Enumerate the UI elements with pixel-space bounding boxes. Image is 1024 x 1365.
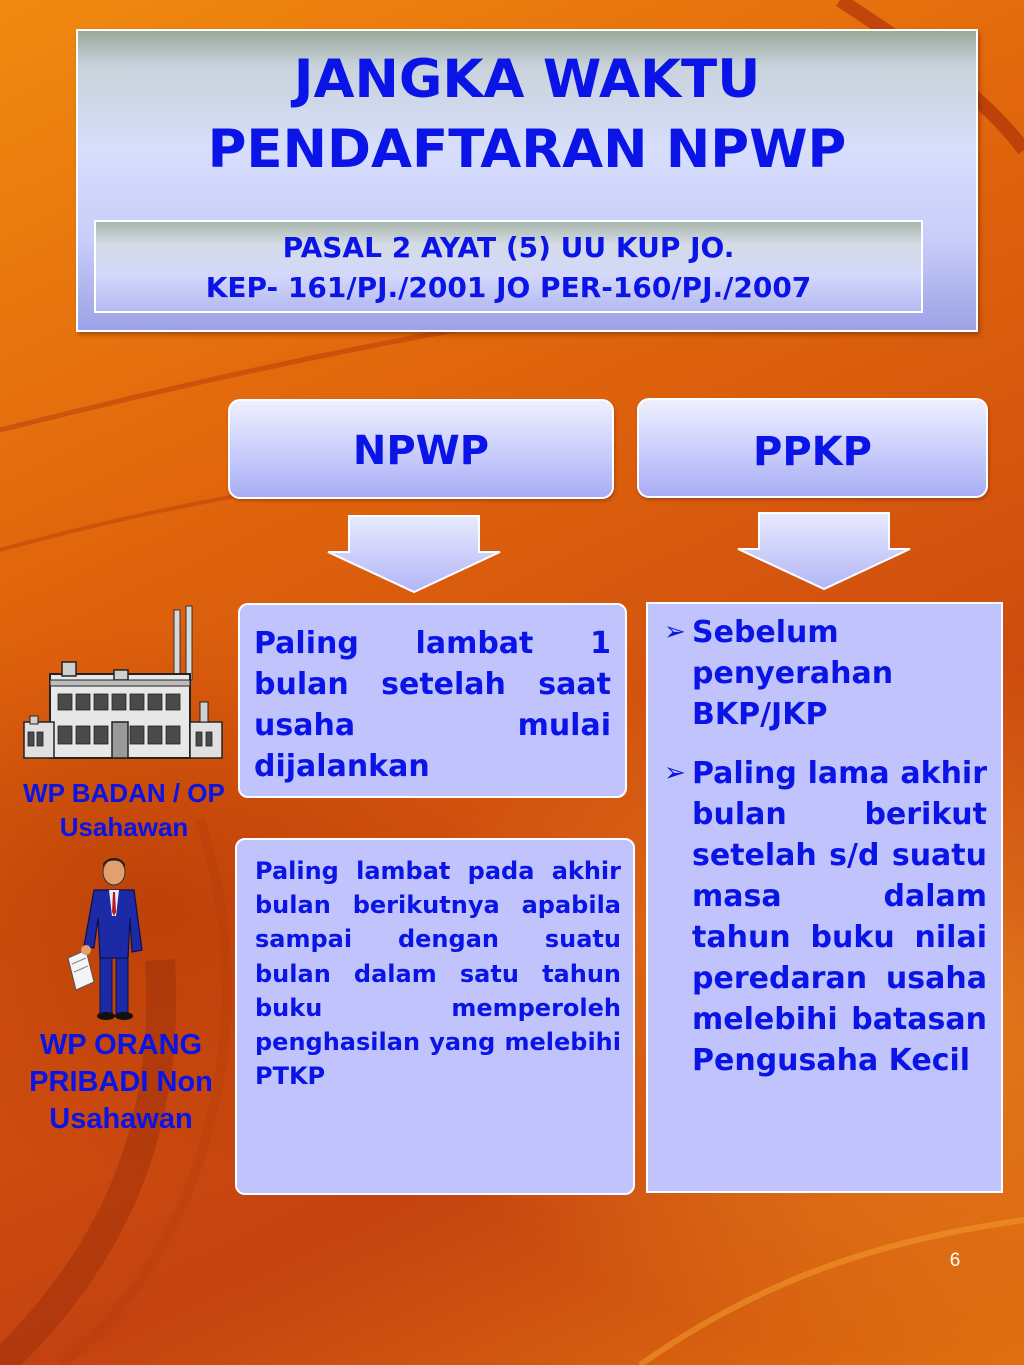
arrow-bullet-icon: ➢ [664,758,686,788]
ppkp-header: PPKP [637,398,988,498]
ppkp-deadline-box [646,602,1003,1193]
npwp-pribadi-deadline-text: Paling lambat pada akhir bulan berikutnya apabila sampai dengan suatu bulan dalam satu tahun buku memperoleh penghasilan yang melebihi PTKP [255,857,621,1091]
title-line-2: PENDAFTARAN NPWP [207,119,847,180]
wp-pribadi-label: WP ORANG PRIBADI Non Usahawan [29,1029,213,1135]
businessman-icon [64,858,154,1024]
npwp-badan-deadline-box [238,603,627,798]
title-line-1: JANGKA WAKTU [293,49,761,110]
page-title [78,45,976,185]
ppkp-item-text: Paling lama akhir bulan berikut setelah s/d suatu masa dalam tahun buku nilai peredaran usaha melebihi batasan Pengusaha Kecil [692,756,987,1078]
legal-basis-line-2: KEP- 161/PJ./2001 JO PER-160/PJ./2007 [205,271,812,304]
page-number: 6 [949,1250,961,1271]
npwp-badan-deadline-text: Paling lambat 1 bulan setelah saat usaha mulai dijalankan [254,626,611,784]
npwp-pribadi-deadline-box [235,838,635,1195]
factory-building-icon [20,604,226,760]
title-panel [76,29,978,332]
legal-basis-panel [94,220,923,313]
down-arrow-icon [736,511,912,591]
arrow-bullet-icon: ➢ [664,617,686,647]
npwp-header: NPWP [228,399,614,499]
ppkp-item-text: Sebelum penyerahan BKP/JKP [692,615,894,732]
list-item [664,612,987,735]
list-item [664,753,987,1081]
legal-basis-line-1: PASAL 2 AYAT (5) UU KUP JO. [282,231,735,264]
down-arrow-icon [326,514,502,594]
wp-badan-label: WP BADAN / OP Usahawan [23,778,225,842]
